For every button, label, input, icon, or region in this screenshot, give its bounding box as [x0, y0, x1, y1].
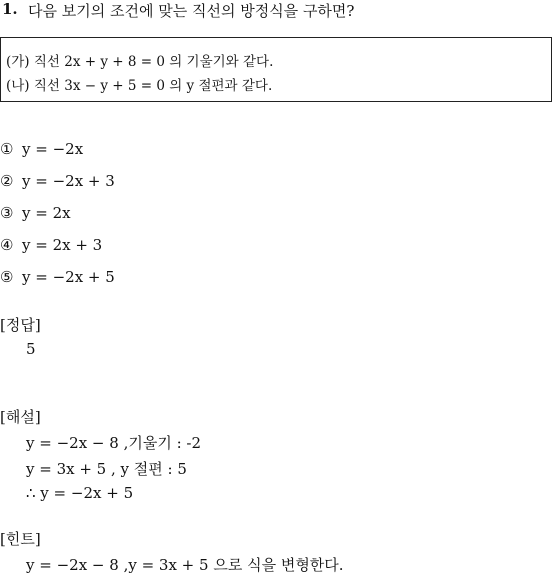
choice-3[interactable]	[0, 204, 71, 222]
choice-text: y = −2x + 5	[22, 268, 115, 286]
choice-2[interactable]	[0, 172, 115, 190]
explanation-line-1: y = −2x − 8 ,기울기 : -2	[26, 434, 202, 452]
choice-5[interactable]	[0, 268, 115, 286]
choice-4[interactable]	[0, 236, 102, 254]
choice-1[interactable]	[0, 140, 83, 158]
choice-mark: ②	[0, 172, 14, 190]
question-number: 1.	[2, 0, 18, 18]
choice-text: y = −2x	[22, 140, 84, 158]
explanation-line-3: ∴ y = −2x + 5	[26, 484, 134, 502]
choice-mark: ④	[0, 236, 14, 254]
condition-na: (나) 직선 3x − y + 5 = 0 의 y 절편과 같다.	[6, 78, 273, 94]
hint-text: y = −2x − 8 ,y = 3x + 5 으로 식을 변형한다.	[26, 556, 344, 574]
choice-text: y = −2x + 3	[22, 172, 115, 190]
choice-mark: ①	[0, 140, 14, 158]
choice-text: y = 2x + 3	[22, 236, 103, 254]
answer-heading: [정답]	[0, 316, 41, 334]
question-text: 다음 보기의 조건에 맞는 직선의 방정식을 구하면?	[28, 2, 355, 20]
choice-mark: ⑤	[0, 268, 14, 286]
explanation-line-2: y = 3x + 5 , y 절편 : 5	[26, 460, 187, 478]
hint-heading: [힌트]	[0, 530, 41, 548]
choice-mark: ③	[0, 204, 14, 222]
condition-ga: (가) 직선 2x + y + 8 = 0 의 기울기와 같다.	[6, 54, 274, 70]
answer-value: 5	[26, 340, 36, 358]
choice-text: y = 2x	[22, 204, 71, 222]
explanation-heading: [해설]	[0, 408, 41, 426]
